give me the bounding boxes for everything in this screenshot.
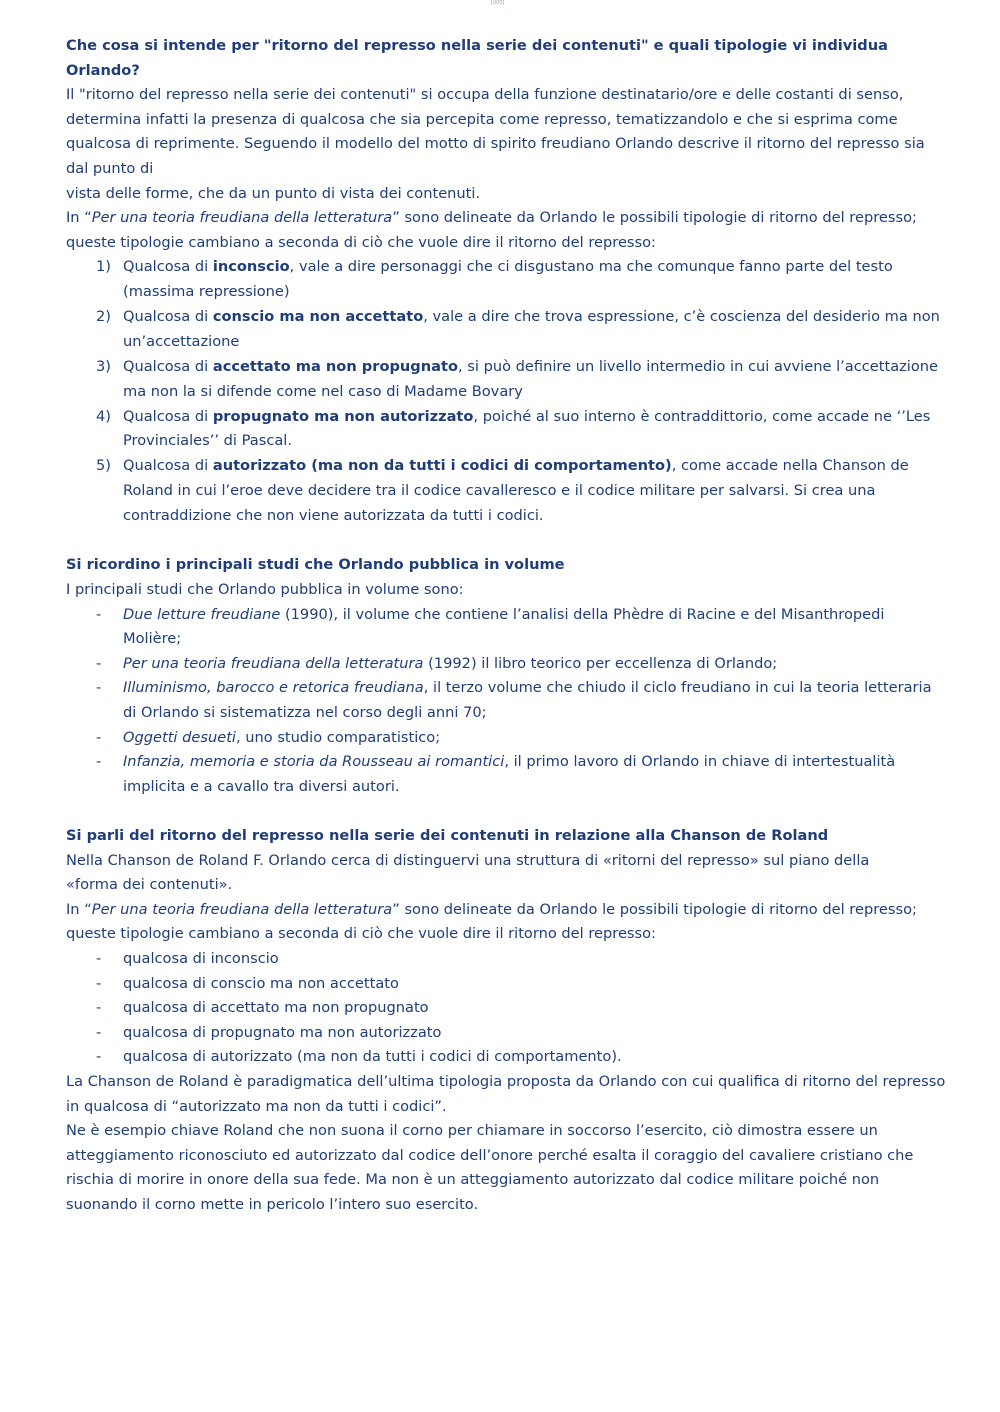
text: ” sono delineate da Orlando le possibili tipologie di ritorno del represso; queste tipologie cambiano a seconda di ciò che vuole dire il ritorno del represso: <box>66 900 917 943</box>
list-item <box>66 1045 946 1070</box>
book-title: Due letture freudiane <box>123 605 281 623</box>
text: , il primo lavoro di Orlando in chiave di intertestualità implicita e a cavallo tra diversi autori. <box>123 753 896 795</box>
text: qualcosa di accettato ma non propugnato <box>123 999 429 1017</box>
bold-term: autorizzato (ma non da tutti i codici di comportamento) <box>212 457 672 475</box>
dash-bullet: - <box>96 1048 102 1066</box>
list-number: 1) <box>96 258 111 276</box>
typology-dash-list <box>66 947 946 1070</box>
typology-list <box>66 255 946 528</box>
paragraph: Nella Chanson de Roland F. Orlando cerca di distinguervi una struttura di «ritorni del represso» sul piano della <box>66 851 870 869</box>
list-item <box>66 405 946 454</box>
paragraph: «forma dei contenuti». <box>66 876 233 894</box>
bold-term: inconscio <box>212 258 290 276</box>
list-number: 4) <box>96 407 111 425</box>
list-item <box>66 972 946 997</box>
paragraph <box>66 206 946 255</box>
dash-bullet: - <box>96 1023 102 1041</box>
paragraph: I principali studi che Orlando pubblica in volume sono: <box>66 581 464 599</box>
section-chanson-de-roland <box>66 824 946 1218</box>
paragraph: vista delle forme, che da un punto di vista dei contenuti. <box>66 184 481 202</box>
section-ritorno-del-represso <box>66 34 946 528</box>
dash-bullet: - <box>96 949 102 967</box>
list-item <box>66 454 946 528</box>
list-item <box>66 255 946 304</box>
bold-term: propugnato ma non autorizzato <box>212 407 474 425</box>
book-title: Illuminismo, barocco e retorica freudiana <box>123 679 424 697</box>
text: Qualcosa di <box>123 357 213 375</box>
text: qualcosa di autorizzato (ma non da tutti i codici di comportamento). <box>123 1048 622 1066</box>
paragraph: Ne è esempio chiave Roland che non suona il corno per chiamare in soccorso l’esercito, ciò dimostra essere un atteggiamento riconosciuto ed autorizzato dal codice dell’onore perché esalta il coraggio del cavaliere cristiano che rischia di morire in onore della sua fede. Ma non è un atteggiamento autorizzato dal codice militare poiché non suonando il corno mette in pericolo l’intero suo esercito. <box>66 1122 914 1213</box>
text: , vale a dire che trova espressione, c’è coscienza del desiderio ma non un’accettazione <box>123 308 940 350</box>
spacer <box>66 799 946 824</box>
page-mark: [000] <box>491 0 505 6</box>
text: , poiché al suo interno è contraddittorio, come accade ne ‘’Les Provinciales’’ di Pascal. <box>123 407 931 450</box>
list-item <box>66 750 946 799</box>
text: ” sono delineate da Orlando le possibili tipologie di ritorno del represso; queste tipologie cambiano a seconda di ciò che vuole dire il ritorno del represso: <box>66 209 917 251</box>
text: qualcosa di propugnato ma non autorizzato <box>123 1023 442 1041</box>
book-title: Per una teoria freudiana della letteratura <box>91 900 393 918</box>
paragraph <box>66 898 946 947</box>
section-studi-principali <box>66 553 946 799</box>
text: Qualcosa di <box>123 457 213 475</box>
text: qualcosa di inconscio <box>123 949 279 967</box>
text: Qualcosa di <box>123 407 213 425</box>
document-body <box>66 34 946 1217</box>
dash-bullet: - <box>96 728 102 746</box>
list-item <box>66 947 946 972</box>
list-item <box>66 726 946 751</box>
paragraph: La Chanson de Roland è paradigmatica dell’ultima tipologia proposta da Orlando con cui qualifica di ritorno del represso in qualcosa di “autorizzato ma non da tutti i codici”. <box>66 1072 946 1115</box>
section-heading: Si parli del ritorno del represso nella serie dei contenuti in relazione alla Chanson de Roland <box>66 826 829 844</box>
text: (1990), il volume che contiene l’analisi della Phèdre di Racine e del Misanthropedi Molière; <box>123 605 885 648</box>
list-item <box>66 652 946 677</box>
list-item <box>66 355 946 404</box>
list-item <box>66 305 946 354</box>
book-title: Infanzia, memoria e storia da Rousseau ai romantici <box>123 753 505 771</box>
text: In “ <box>66 900 92 918</box>
section-heading: Che cosa si intende per "ritorno del represso nella serie dei contenuti" e quali tipologie vi individua Orlando? <box>66 37 888 79</box>
bold-term: conscio ma non accettato <box>212 308 424 326</box>
paragraph: Il "ritorno del represso nella serie dei contenuti" si occupa della funzione destinatario/ore e delle costanti di senso, determina infatti la presenza di qualcosa che sia percepita come represso, tematizzandolo e che si esprima come qualcosa di reprimente. Seguendo il modello del motto di spirito freudiano Orlando descrive il ritorno del represso sia dal punto di <box>66 86 925 177</box>
dash-bullet: - <box>96 974 102 992</box>
text: In “ <box>66 209 92 227</box>
list-number: 5) <box>96 457 111 475</box>
dash-bullet: - <box>96 753 102 771</box>
dash-bullet: - <box>96 605 102 623</box>
section-heading: Si ricordino i principali studi che Orlando pubblica in volume <box>66 556 565 574</box>
bold-term: accettato ma non propugnato <box>212 357 458 375</box>
text: Qualcosa di <box>123 308 213 326</box>
list-number: 2) <box>96 308 111 326</box>
book-title: Per una teoria freudiana della letteratura <box>123 654 424 672</box>
text: Qualcosa di <box>123 258 213 276</box>
text: , uno studio comparatistico; <box>235 728 441 746</box>
dash-bullet: - <box>96 999 102 1017</box>
text: , si può definire un livello intermedio in cui avviene l’accettazione ma non la si difende come nel caso di Madame Bovary <box>123 357 939 400</box>
list-item <box>66 1021 946 1046</box>
text: qualcosa di conscio ma non accettato <box>123 974 399 992</box>
list-item <box>66 996 946 1021</box>
book-title: Per una teoria freudiana della letteratura <box>91 209 393 227</box>
list-item <box>66 603 946 652</box>
spacer <box>66 529 946 554</box>
book-title: Oggetti desueti <box>123 728 236 746</box>
text: (1992) il libro teorico per eccellenza di Orlando; <box>423 654 778 672</box>
text: , vale a dire personaggi che ci disgustano ma che comunque fanno parte del testo (massima repressione) <box>123 258 893 300</box>
dash-bullet: - <box>96 654 102 672</box>
list-number: 3) <box>96 357 111 375</box>
text: , il terzo volume che chiudo il ciclo freudiano in cui la teoria letteraria di Orlando si sistematizza nel corso degli anni 70; <box>123 679 932 721</box>
dash-bullet: - <box>96 679 102 697</box>
list-item <box>66 676 946 725</box>
text: , come accade nella Chanson de Roland in cui l’eroe deve decidere tra il codice cavalleresco e il codice militare per salvarsi. Si crea una contraddizione che non viene autorizzata da tutti i codici. <box>123 457 909 524</box>
studies-list <box>66 603 946 800</box>
